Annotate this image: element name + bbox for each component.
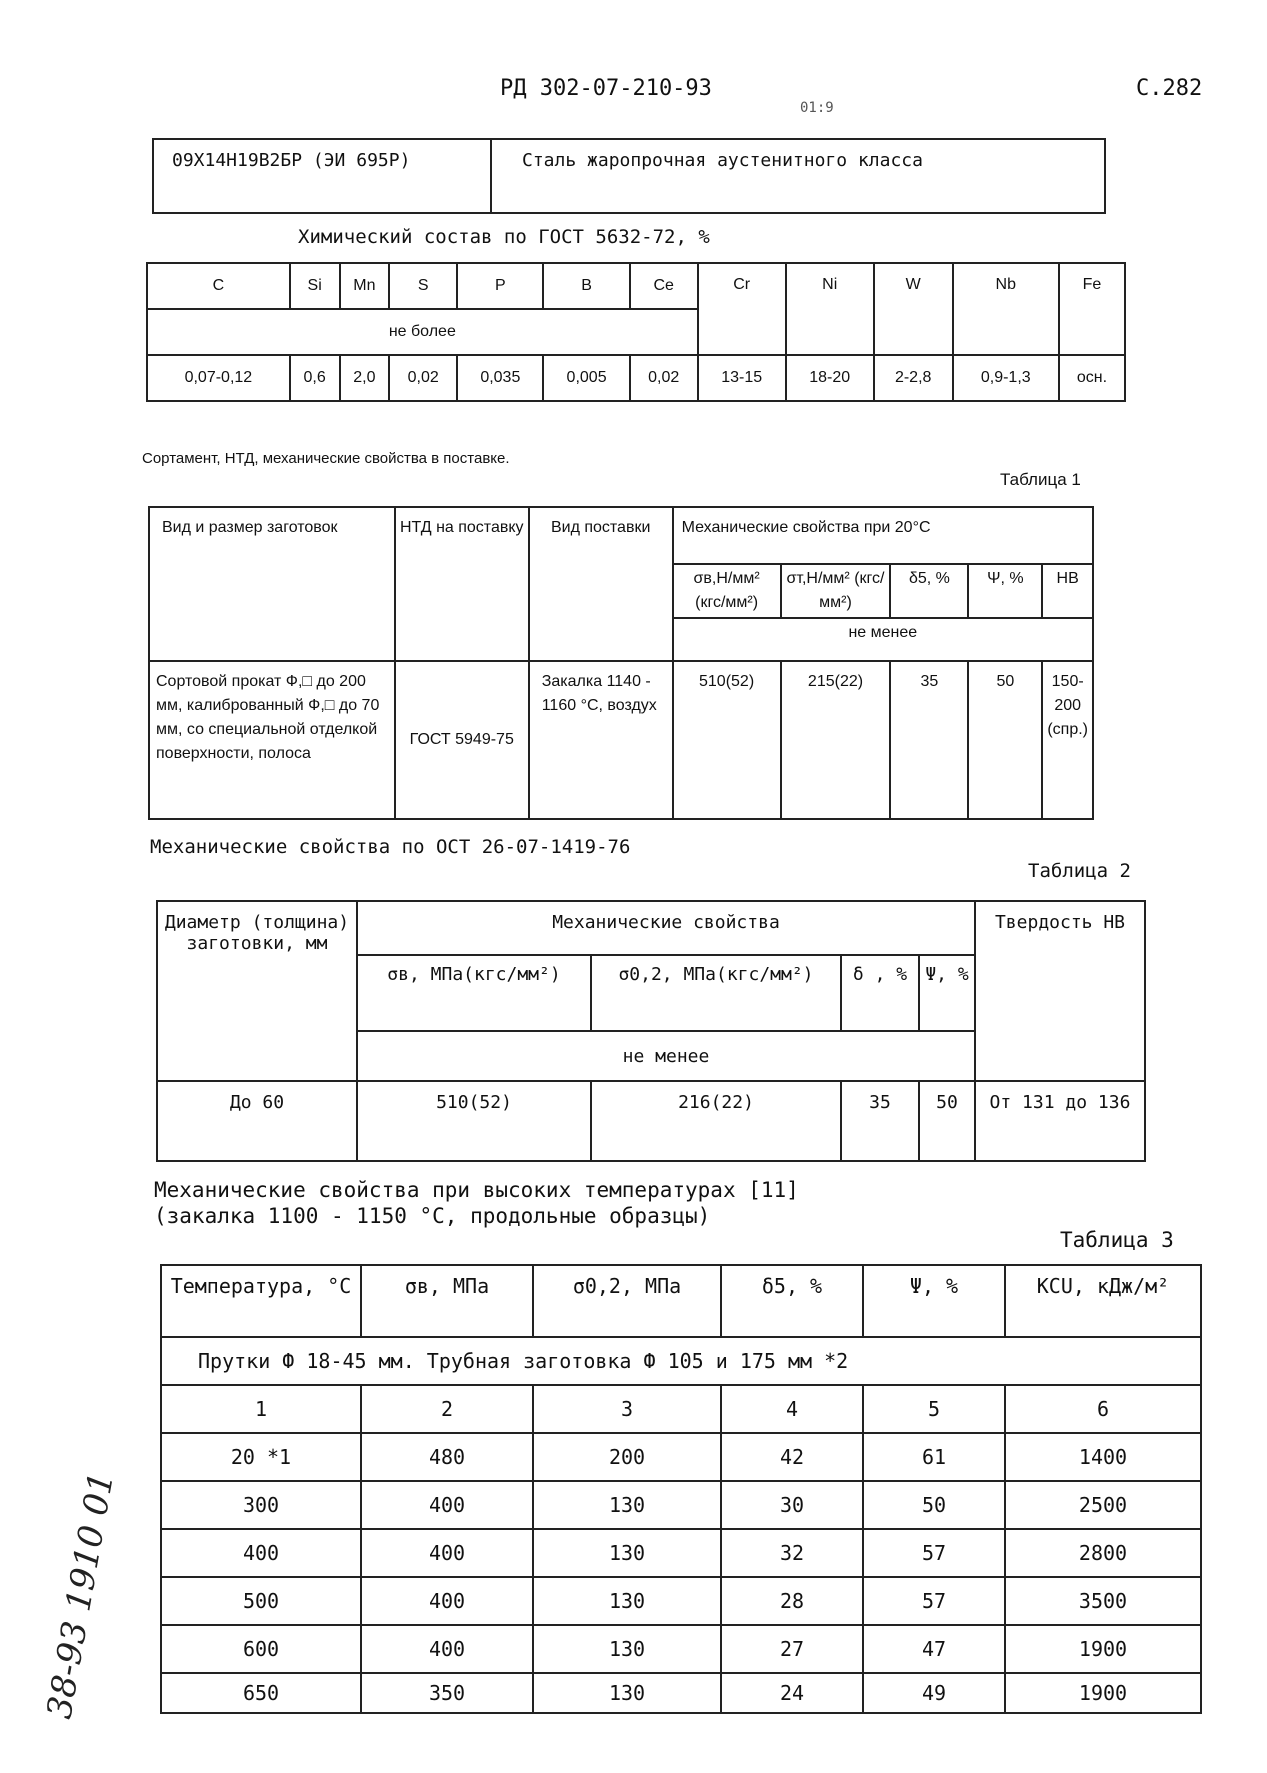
t1-row-ntd: ГОСТ 5949-75: [395, 661, 529, 819]
t1-header-hb: НВ: [1042, 564, 1093, 619]
chem-value: 0,005: [543, 355, 629, 401]
chem-value: 0,9-1,3: [953, 355, 1059, 401]
t3-cell: 130: [533, 1673, 721, 1713]
table3-intro-1: Механические свойства при высоких температурах [11]: [154, 1178, 799, 1202]
t3-cell: 1900: [1005, 1673, 1201, 1713]
t2-header-min: не менее: [357, 1031, 975, 1081]
document-code: РД 302-07-210-93: [500, 76, 712, 101]
t2-header-diam: Диаметр (толщина) заготовки, мм: [157, 901, 357, 1081]
chem-header: Nb: [953, 263, 1059, 355]
chem-value: 0,035: [457, 355, 543, 401]
t1-header-ntd: НТД на поставку: [395, 507, 529, 661]
t3-cell: 24: [721, 1673, 863, 1713]
t3-cell: 350: [361, 1673, 533, 1713]
t3-cell: 130: [533, 1577, 721, 1625]
t3-cell: 400: [361, 1529, 533, 1577]
t3-cell: 130: [533, 1529, 721, 1577]
t2-row-s02: 216(22): [591, 1081, 841, 1161]
t2-row-diam: До 60: [157, 1081, 357, 1161]
t1-header-d: δ5, %: [890, 564, 968, 619]
t2-header-d: δ , %: [841, 955, 919, 1031]
t3-header-d5: δ5, %: [721, 1265, 863, 1337]
t3-cell: 1400: [1005, 1433, 1201, 1481]
chem-header: W: [874, 263, 953, 355]
t3-col-number: 1: [161, 1385, 361, 1433]
chem-value: 0,07-0,12: [147, 355, 290, 401]
table1: [148, 506, 1094, 820]
table2: [156, 900, 1146, 1162]
t3-cell: 2500: [1005, 1481, 1201, 1529]
chem-value: 0,02: [630, 355, 698, 401]
t3-cell: 47: [863, 1625, 1005, 1673]
table-row: [161, 1625, 1201, 1673]
t2-row-hb: От 131 до 136: [975, 1081, 1145, 1161]
t2-row-sb: 510(52): [357, 1081, 591, 1161]
t2-header-mech: Механические свойства: [357, 901, 975, 955]
chem-header: S: [389, 263, 457, 309]
archive-mark: 01:9: [800, 100, 834, 116]
t3-col-number: 5: [863, 1385, 1005, 1433]
t1-row-d: 35: [890, 661, 968, 819]
chem-value: 2,0: [340, 355, 390, 401]
material-header-table: [152, 138, 1106, 214]
t1-row-hb: 150-200 (спр.): [1042, 661, 1093, 819]
chem-header: Ni: [786, 263, 874, 355]
chem-header: Ce: [630, 263, 698, 309]
table2-caption: Таблица 2: [1028, 860, 1131, 882]
t3-cell: 3500: [1005, 1577, 1201, 1625]
t3-cell: 28: [721, 1577, 863, 1625]
t3-cell-temp: 650: [161, 1673, 361, 1713]
t3-cell-temp: 600: [161, 1625, 361, 1673]
t2-header-hard: Твердость НВ: [975, 901, 1145, 1081]
table1-intro: Сортамент, НТД, механические свойства в поставке.: [142, 450, 510, 467]
t3-cell-temp: 300: [161, 1481, 361, 1529]
chem-value: 18-20: [786, 355, 874, 401]
chem-header: Mn: [340, 263, 390, 309]
t3-header-psi: Ψ, %: [863, 1265, 1005, 1337]
chem-header: C: [147, 263, 290, 309]
steel-description: Сталь жаропрочная аустенитного класса: [491, 139, 1105, 213]
t2-row-d: 35: [841, 1081, 919, 1161]
handwritten-margin-note: 38-93 1910 01: [39, 1469, 123, 1722]
t3-cell: 57: [863, 1529, 1005, 1577]
t3-cell: 61: [863, 1433, 1005, 1481]
chem-value: 13-15: [698, 355, 786, 401]
t3-col-number: 6: [1005, 1385, 1201, 1433]
t3-cell: 27: [721, 1625, 863, 1673]
t3-col-number: 4: [721, 1385, 863, 1433]
t3-cell: 130: [533, 1481, 721, 1529]
t3-cell: 200: [533, 1433, 721, 1481]
t1-header-psi: Ψ, %: [968, 564, 1042, 619]
table-row: [161, 1529, 1201, 1577]
t1-row-kind: Сортовой прокат Ф,□ до 200 мм, калиброванный Ф,□ до 70 мм, со специальной отделкой поверхности, полоса: [149, 661, 395, 819]
chem-value: 0,02: [389, 355, 457, 401]
t3-header-s02: σ0,2, МПа: [533, 1265, 721, 1337]
chem-title: Химический состав по ГОСТ 5632-72, %: [298, 226, 710, 248]
t1-header-mech: Механические свойства при 20°С: [673, 507, 1093, 564]
t3-cell: 2800: [1005, 1529, 1201, 1577]
page-number: С.282: [1136, 76, 1203, 101]
t1-row-psi: 50: [968, 661, 1042, 819]
t1-row-supply: Закалка 1140 - 1160 °С, воздух: [529, 661, 673, 819]
chem-value: 0,6: [290, 355, 340, 401]
t1-header-min: не менее: [673, 618, 1093, 661]
t2-row-psi: 50: [919, 1081, 975, 1161]
t3-header-kcu: KCU, кДж/м²: [1005, 1265, 1201, 1337]
t3-cell: 400: [361, 1577, 533, 1625]
t3-cell: 42: [721, 1433, 863, 1481]
table3-intro-2: (закалка 1100 - 1150 °С, продольные образцы): [154, 1204, 711, 1228]
chem-value: осн.: [1059, 355, 1125, 401]
chem-table: [146, 262, 1126, 402]
table1-caption: Таблица 1: [1000, 470, 1081, 489]
t2-header-psi: Ψ, %: [919, 955, 975, 1031]
table2-intro: Механические свойства по ОСТ 26-07-1419-76: [150, 836, 631, 858]
t3-cell-temp: 20 *1: [161, 1433, 361, 1481]
t3-cell: 400: [361, 1481, 533, 1529]
t1-header-st: σт,Н/мм² (кгс/мм²): [781, 564, 891, 619]
t3-cell: 57: [863, 1577, 1005, 1625]
t3-col-number: 2: [361, 1385, 533, 1433]
t1-header-supply: Вид поставки: [529, 507, 673, 661]
t3-cell: 32: [721, 1529, 863, 1577]
chem-header: Si: [290, 263, 340, 309]
table-row: [161, 1481, 1201, 1529]
t1-header-sb: σв,Н/мм² (кгс/мм²): [673, 564, 781, 619]
t3-col-number: 3: [533, 1385, 721, 1433]
t3-header-sb: σв, МПа: [361, 1265, 533, 1337]
t3-cell-temp: 500: [161, 1577, 361, 1625]
table3: [160, 1264, 1202, 1714]
t1-row-st: 215(22): [781, 661, 891, 819]
t3-cell: 1900: [1005, 1625, 1201, 1673]
t2-header-sb: σв, МПа(кгс/мм²): [357, 955, 591, 1031]
t3-cell: 400: [361, 1625, 533, 1673]
t3-cell: 50: [863, 1481, 1005, 1529]
t3-header-temp: Температура, °С: [161, 1265, 361, 1337]
table-row: [161, 1673, 1201, 1713]
steel-grade: 09Х14Н19В2БР (ЭИ 695Р): [153, 139, 491, 213]
chem-max-note: не более: [147, 309, 698, 355]
t3-cell-temp: 400: [161, 1529, 361, 1577]
t3-cell: 30: [721, 1481, 863, 1529]
t2-header-s02: σ0,2, МПа(кгс/мм²): [591, 955, 841, 1031]
t3-subheader: Прутки Ф 18-45 мм. Трубная заготовка Ф 105 и 175 мм *2: [161, 1337, 1201, 1385]
chem-header: Cr: [698, 263, 786, 355]
chem-value: 2-2,8: [874, 355, 953, 401]
table-row: [161, 1577, 1201, 1625]
table3-caption: Таблица 3: [1060, 1228, 1174, 1252]
table-row: [161, 1433, 1201, 1481]
chem-header: B: [543, 263, 629, 309]
chem-header: P: [457, 263, 543, 309]
t3-cell: 130: [533, 1625, 721, 1673]
t3-cell: 480: [361, 1433, 533, 1481]
t1-header-kind: Вид и размер заготовок: [149, 507, 395, 661]
t3-cell: 49: [863, 1673, 1005, 1713]
chem-header: Fe: [1059, 263, 1125, 355]
t1-row-sb: 510(52): [673, 661, 781, 819]
